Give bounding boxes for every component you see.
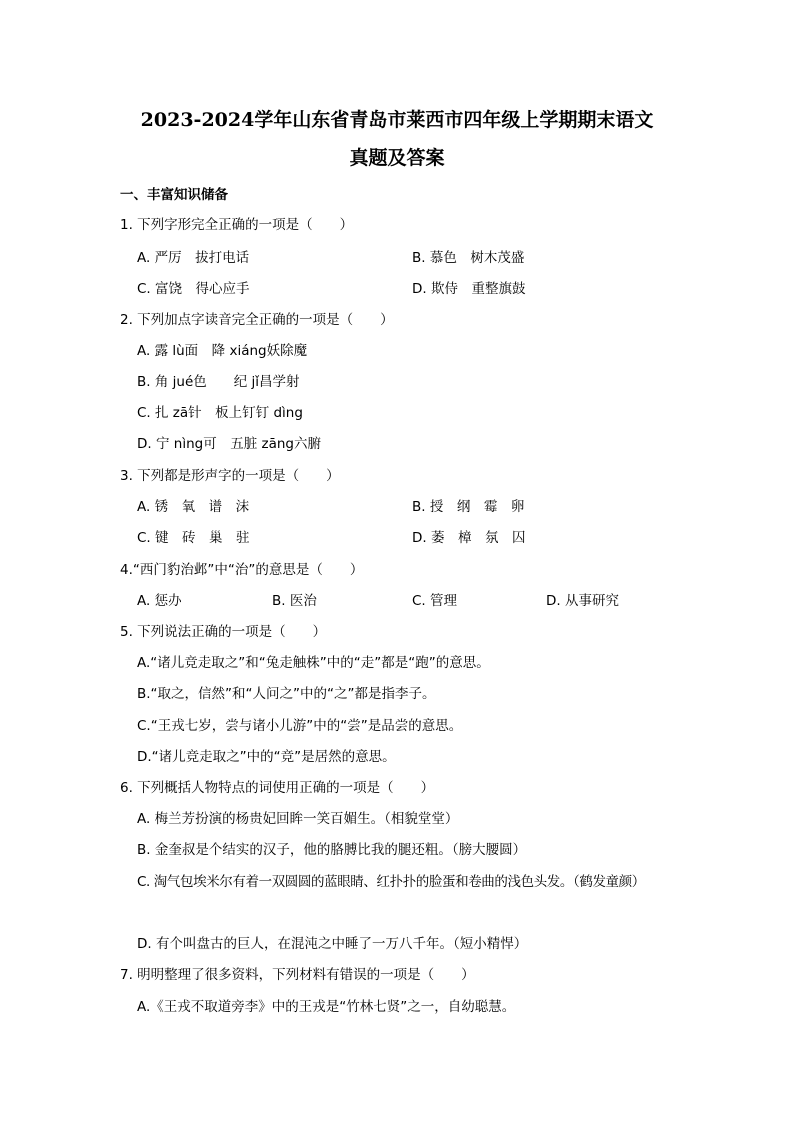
question-1-option-b: B. 慕色 树木茂盛	[412, 250, 525, 266]
question-3-option-d: D. 萎 樟 氛 囚	[412, 530, 526, 546]
question-3-option-c: C. 键 砖 巢 驻	[137, 530, 250, 546]
question-6-option-c: C. 淘气包埃米尔有着一双圆圆的蓝眼睛、红扑扑的脸蛋和卷曲的浅色头发。（鹤发童颜）	[137, 874, 645, 890]
question-7-stem: 7. 明明整理了很多资料，下列材料有错误的一项是（ ）	[120, 967, 475, 983]
question-2-stem: 2. 下列加点字读音完全正确的一项是（ ）	[120, 312, 394, 328]
question-2-option-d: D. 宁 nìng可 五脏 zāng六腑	[137, 436, 321, 452]
question-6-option-a: A. 梅兰芳扮演的杨贵妃回眸一笑百媚生。（相貌堂堂）	[137, 811, 459, 827]
question-2-option-b: B. 角 jué色 纪 jǐ昌学射	[137, 374, 300, 390]
document-title-line1: 2023-2024学年山东省青岛市莱西市四年级上学期期末语文	[140, 109, 654, 131]
question-4-option-b: B. 医治	[272, 593, 317, 609]
question-6-option-d: D. 有个叫盘古的巨人，在混沌之中睡了一万八千年。（短小精悍）	[137, 936, 528, 952]
question-4-option-a: A. 惩办	[137, 593, 182, 609]
question-4-option-c: C. 管理	[412, 593, 458, 609]
question-4-option-d: D. 从事研究	[546, 593, 619, 609]
question-1-option-d: D. 欺侍 重整旗鼓	[412, 281, 526, 297]
question-4-stem: 4.“西门豹治邺”中“治”的意思是（ ）	[120, 562, 364, 578]
question-7-option-a: A.《王戎不取道旁李》中的王戎是“竹林七贤”之一，自幼聪慧。	[137, 999, 516, 1015]
question-1-stem: 1. 下列字形完全正确的一项是（ ）	[120, 217, 354, 233]
document-title-line2: 真题及答案	[349, 147, 445, 169]
question-5-option-a: A.“诸儿竞走取之”和“兔走触株”中的“走”都是“跑”的意思。	[137, 655, 490, 671]
question-2-option-c: C. 扎 zā针 板上钉钉 dìng	[137, 405, 303, 421]
question-1-option-a: A. 严厉 拔打电话	[137, 250, 250, 266]
question-1-option-c: C. 富饶 得心应手	[137, 281, 250, 297]
question-6-stem: 6. 下列概括人物特点的词使用正确的一项是（ ）	[120, 780, 435, 796]
question-5-option-c: C.“王戎七岁，尝与诸小儿游”中的“尝”是品尝的意思。	[137, 718, 463, 734]
question-3-stem: 3. 下列都是形声字的一项是（ ）	[120, 468, 340, 484]
section-heading: 一、丰富知识储备	[120, 187, 228, 203]
question-5-option-d: D.“诸儿竞走取之”中的“竞”是居然的意思。	[137, 749, 396, 765]
question-2-option-a: A. 露 lù面 降 xiáng妖除魔	[137, 343, 308, 359]
question-6-option-b: B. 金奎叔是个结实的汉子，他的胳膊比我的腿还粗。（膀大腰圆）	[137, 842, 527, 858]
question-5-option-b: B.“取之，信然”和“人问之”中的“之”都是指李子。	[137, 686, 436, 702]
question-3-option-a: A. 锈 氧 谱 沫	[137, 499, 250, 515]
question-3-option-b: B. 授 纲 霉 卵	[412, 499, 525, 515]
question-5-stem: 5. 下列说法正确的一项是（ ）	[120, 624, 327, 640]
